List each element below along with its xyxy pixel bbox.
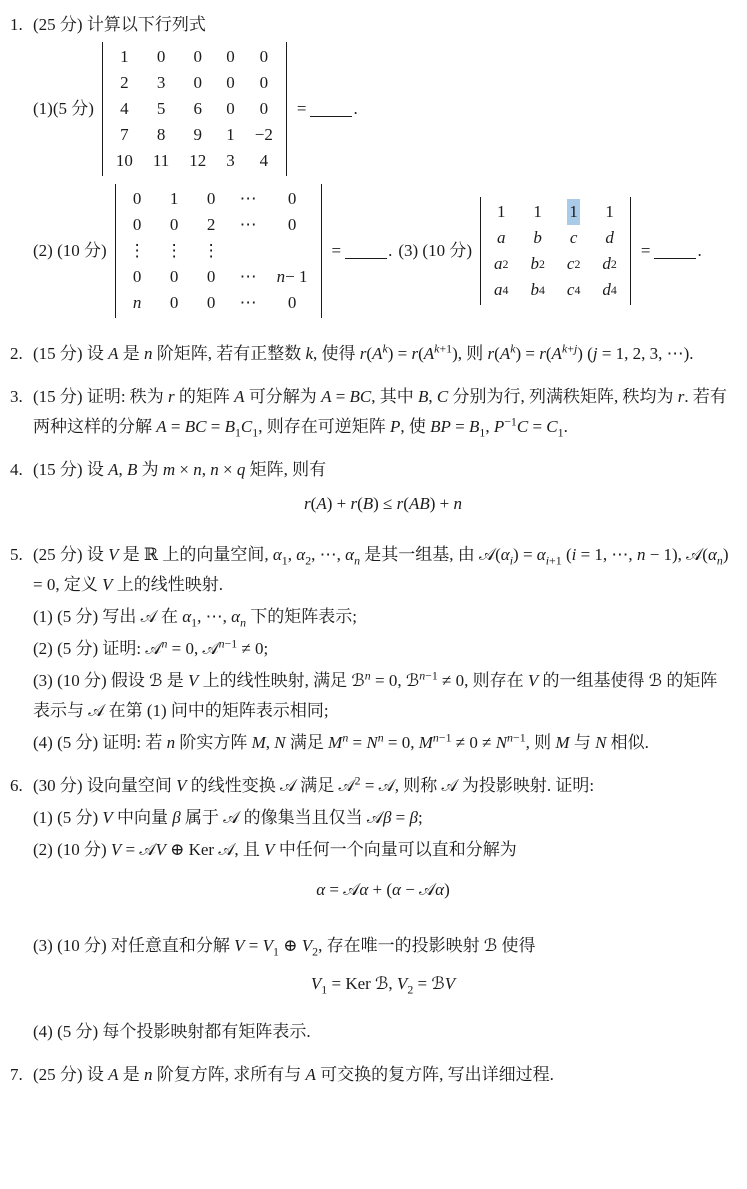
question-7-body bbox=[33, 1060, 733, 1090]
part-1-label: (1)(5 分) bbox=[33, 99, 94, 118]
matrix-cell: 0 bbox=[132, 267, 142, 286]
matrix-cell: 3 bbox=[156, 73, 166, 92]
question-4-body bbox=[33, 455, 733, 527]
matrix-cell: 0 bbox=[226, 73, 235, 92]
matrix-cell: 10 bbox=[115, 151, 133, 170]
question-5-part-4: (4) (5 分) 证明: 若 n 阶实方阵 M, N 满足 $M^n = N^n = 0$, $M^{n-1} \ne 0 \ne N^{n-1}$, 则 M 与 N 相似. bbox=[33, 730, 649, 752]
question-2-text: (15 分) 设 A 是 n 阶矩阵, 若有正整数 k, 使得 $r(A^k) = r(A^{k+1})$, 则 $r(A^k) = r(A^{k+j}) (j = 1$, 2, 3, ⋯). bbox=[33, 341, 694, 363]
matrix-cell: n bbox=[132, 293, 142, 312]
matrix-cell: 4 bbox=[120, 99, 129, 118]
question-6-part-2: (2) (10 分) V = 𝒜V ⊕ Ker 𝒜, 且 V 中任何一个向量可以直和分解为 bbox=[33, 840, 517, 859]
matrix-cell: 0 bbox=[206, 189, 216, 208]
matrix-cell: a 4 bbox=[494, 280, 509, 299]
question-7-number: 7. bbox=[10, 1065, 23, 1084]
matrix-cell: 0 bbox=[287, 189, 297, 208]
matrix-cell: b 2 bbox=[530, 254, 545, 273]
determinant-2 bbox=[115, 184, 322, 318]
equals-sign: = bbox=[331, 241, 342, 260]
matrix-cell: 3 bbox=[226, 151, 235, 170]
matrix-cell: 1 bbox=[496, 202, 506, 221]
matrix-cell: 0 bbox=[169, 215, 179, 234]
matrix-cell: 1 bbox=[567, 199, 580, 225]
question-4-text: (15 分) 设 A, B 为 m × n, n × q 矩阵, 则有 bbox=[33, 460, 327, 479]
question-2-number: 2. bbox=[10, 344, 23, 363]
matrix-cell: 0 bbox=[132, 215, 142, 234]
equals-sign: = bbox=[296, 99, 307, 118]
question-5-part-3: (3) (10 分) 假设 ℬ 是 V 上的线性映射, 满足 ℬ$^n$ = 0, ℬ$^{n-1}$ ≠ 0, 则存在 V 的一组基使得 ℬ 的矩阵表示与 𝒜 在第 (1) 问中的矩阵表示相同; bbox=[33, 668, 718, 720]
question-5 bbox=[10, 540, 733, 758]
question-4-number: 4. bbox=[10, 460, 23, 479]
matrix-cell: b 4 bbox=[530, 280, 545, 299]
question-3-number: 3. bbox=[10, 387, 23, 406]
matrix-cell: c bbox=[569, 228, 578, 247]
matrix-cell: 1 bbox=[120, 47, 129, 66]
question-1-body bbox=[33, 10, 733, 326]
matrix-cell: 2 bbox=[206, 215, 216, 234]
question-6-part-1: (1) (5 分) V 中向量 β 属于 𝒜 的像集当且仅当 𝒜β = β; bbox=[33, 808, 423, 827]
determinant-3 bbox=[480, 197, 631, 305]
matrix-cell: a bbox=[496, 228, 506, 247]
matrix-cell: 0 bbox=[206, 267, 216, 286]
question-6-part-4: (4) (5 分) 每个投影映射都有矩阵表示. bbox=[33, 1022, 311, 1041]
matrix-cell: 1 bbox=[226, 125, 235, 144]
matrix-cell: 8 bbox=[156, 125, 166, 144]
matrix-cell: 0 bbox=[156, 47, 166, 66]
question-6-body bbox=[33, 771, 733, 1047]
matrix-cell: ⋯ bbox=[239, 189, 257, 208]
determinant-part-1 bbox=[33, 42, 733, 176]
question-6-equation-ker: $V_1$ = Ker ℬ, $V_2$ = ℬV bbox=[310, 974, 456, 997]
question-1 bbox=[10, 10, 733, 326]
question-6 bbox=[10, 771, 733, 1047]
matrix-cell: −2 bbox=[254, 125, 273, 144]
matrix-cell: 0 bbox=[193, 73, 203, 92]
question-3-body bbox=[33, 382, 733, 442]
matrix-cell: 12 bbox=[189, 151, 207, 170]
matrix-cell: 0 bbox=[206, 293, 216, 312]
matrix-cell: 0 bbox=[259, 73, 269, 92]
matrix-cell: 1 bbox=[605, 202, 614, 221]
part-3-label: (3) (10 分) bbox=[398, 241, 472, 260]
matrix-cell: c 2 bbox=[566, 254, 581, 273]
question-1-number: 1. bbox=[10, 15, 23, 34]
question-7-text: (25 分) 设 A 是 n 阶复方阵, 求所有与 A 可交换的复方阵, 写出详细过程. bbox=[33, 1065, 554, 1084]
answer-blank bbox=[654, 243, 696, 258]
question-5-part-1: (1) (5 分) 写出 𝒜 在 $\alpha_1$, ⋯, $\alpha_n$ 下的矩阵表示; bbox=[33, 607, 357, 630]
period: . bbox=[388, 241, 393, 260]
question-5-number: 5. bbox=[10, 545, 23, 564]
matrix-cell: 0 bbox=[193, 47, 203, 66]
answer-blank bbox=[345, 243, 387, 258]
matrix-cell: 2 bbox=[120, 73, 129, 92]
matrix-cell: 11 bbox=[152, 151, 170, 170]
matrix-cell: 5 bbox=[156, 99, 166, 118]
matrix-cell: a 2 bbox=[494, 254, 509, 273]
question-5-text: (25 分) 设 V 是 ℝ 上的向量空间, $\alpha_1$, $\alpha_2$, ⋯, $\alpha_n$ 是其一组基, 由 $𝒜(\alpha_i) = \alpha_{i+1}$ (i = 1, ⋯, n − 1), $𝒜(\alpha_n) = 0$, 定义 V 上的线性映射. bbox=[33, 545, 729, 594]
period: . bbox=[353, 99, 358, 118]
period: . bbox=[697, 241, 702, 260]
matrix-cell: 1 bbox=[533, 202, 542, 221]
question-5-part-2: (2) (5 分) 证明: 𝒜$^n$ = 0, 𝒜$^{n-1}$ ≠ 0; bbox=[33, 636, 269, 658]
matrix-cell: 0 bbox=[226, 47, 235, 66]
question-6-text: (30 分) 设向量空间 V 的线性变换 𝒜 满足 𝒜$^2$ = 𝒜, 则称 𝒜 为投影映射. 证明: bbox=[33, 773, 595, 795]
matrix-cell: 0 bbox=[169, 267, 179, 286]
question-1-text: (25 分) 计算以下行列式 bbox=[33, 15, 206, 34]
matrix-cell: 9 bbox=[193, 125, 203, 144]
matrix-cell: 4 bbox=[259, 151, 269, 170]
determinant-parts-2-3 bbox=[33, 184, 733, 318]
matrix-cell: 0 bbox=[287, 215, 297, 234]
matrix-cell: n − 1 bbox=[276, 267, 308, 286]
matrix-cell: 6 bbox=[193, 99, 203, 118]
question-2 bbox=[10, 339, 733, 369]
matrix-cell: d 2 bbox=[602, 254, 617, 273]
matrix-cell: 7 bbox=[120, 125, 129, 144]
question-3 bbox=[10, 382, 733, 442]
question-6-part-3: (3) (10 分) 对任意直和分解 $V = V_1$ ⊕ $V_2$, 存在唯一的投影映射 ℬ 使得 bbox=[33, 936, 536, 959]
matrix-cell: ⋮ bbox=[165, 241, 183, 260]
matrix-cell: 0 bbox=[259, 47, 269, 66]
matrix-cell: ⋯ bbox=[239, 293, 257, 312]
question-2-body bbox=[33, 339, 733, 369]
matrix-cell: c 4 bbox=[566, 280, 581, 299]
matrix-cell: ⋯ bbox=[239, 215, 257, 234]
equals-sign: = bbox=[640, 241, 651, 260]
matrix-cell: ⋯ bbox=[239, 267, 257, 286]
question-6-number: 6. bbox=[10, 776, 23, 795]
part-2-label: (2) (10 分) bbox=[33, 241, 107, 260]
determinant-1 bbox=[102, 42, 287, 176]
question-5-body bbox=[33, 540, 733, 758]
matrix-cell: ⋮ bbox=[202, 241, 220, 260]
matrix-cell: d 4 bbox=[602, 280, 617, 299]
matrix-cell: 0 bbox=[259, 99, 269, 118]
matrix-cell: 0 bbox=[132, 189, 142, 208]
question-4 bbox=[10, 455, 733, 527]
matrix-cell: b bbox=[533, 228, 542, 247]
matrix-cell: ⋮ bbox=[128, 241, 146, 260]
matrix-cell: 0 bbox=[169, 293, 179, 312]
matrix-cell: 0 bbox=[287, 293, 297, 312]
question-6-equation-alpha: α = 𝒜α + (α − 𝒜α) bbox=[316, 880, 450, 899]
question-3-text: (15 分) 证明: 秩为 r 的矩阵 A 可分解为 A = BC, 其中 B, C 分别为行, 列满秩矩阵, 秩均为 r. 若有两种这样的分解 A = BC = $B_1C_1$, 则存在可逆矩阵 P, 使 BP = $B_1$, $P^{-1}C = C_1$. bbox=[33, 387, 727, 440]
matrix-cell: 0 bbox=[226, 99, 235, 118]
matrix-cell: 1 bbox=[169, 189, 179, 208]
question-4-equation: r(A) + r(B) ≤ r(AB) + n bbox=[304, 494, 462, 513]
question-7 bbox=[10, 1060, 733, 1090]
answer-blank bbox=[310, 101, 352, 116]
matrix-cell: d bbox=[605, 228, 614, 247]
